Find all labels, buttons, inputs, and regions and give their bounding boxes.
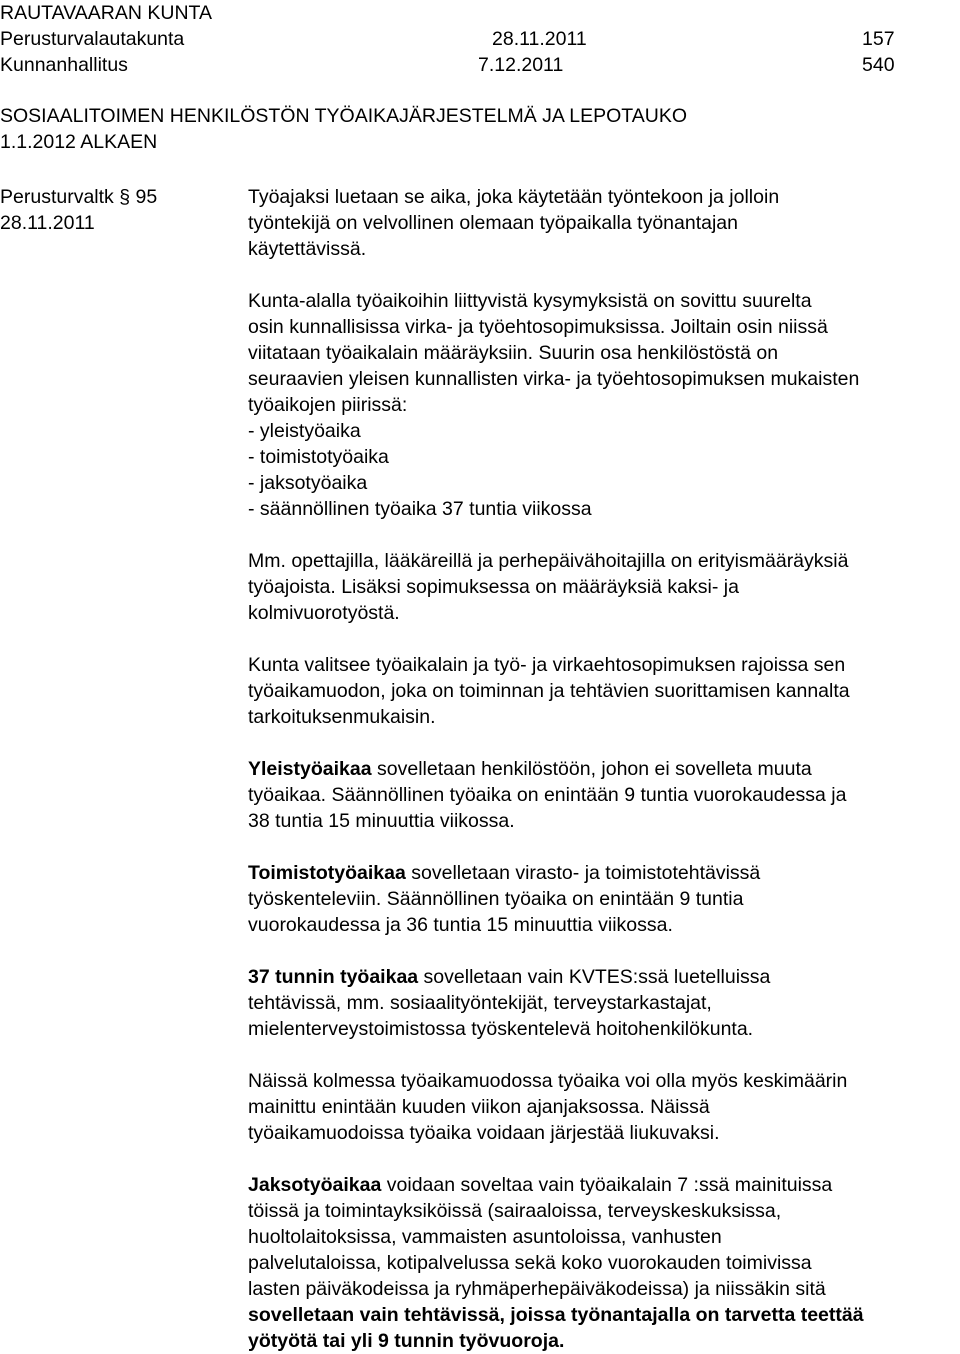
- text-line: työntekijä on velvollinen olemaan työpaikalla työnantajan: [248, 212, 738, 234]
- board-name: Perusturvalautakunta: [0, 28, 185, 50]
- paragraph-general-worktime: [248, 756, 960, 834]
- term-bold: 37 tunnin työaikaa: [248, 966, 419, 988]
- text-line: työaikaa. Säännöllinen työaika on enintään 9 tuntia vuorokaudessa ja: [248, 784, 847, 806]
- section-reference: [0, 184, 230, 236]
- text-line: huoltolaitoksissa, vammaisten asuntoloissa, vanhusten: [248, 1226, 722, 1248]
- term-bold: Yleistyöaikaa: [248, 758, 372, 780]
- text-line: lasten päiväkodeissa ja ryhmäperhepäiväkodeissa) ja niissäkin sitä: [248, 1278, 826, 1300]
- document-title-line1: SOSIAALITOIMEN HENKILÖSTÖN TYÖAIKAJÄRJESTELMÄ JA LEPOTAUKO: [0, 105, 688, 127]
- text-line: Kunta valitsee työaikalain ja työ- ja virkaehtosopimuksen rajoissa sen: [248, 654, 846, 676]
- paragraph-intro: [248, 184, 960, 262]
- organization-name: RAUTAVAARAN KUNTA: [0, 2, 212, 24]
- text-line: Työajaksi luetaan se aika, joka käytetään työntekoon ja jolloin: [248, 186, 780, 208]
- text-line: 38 tuntia 15 minuuttia viikossa.: [248, 810, 515, 832]
- paragraph-averaging: [248, 1068, 960, 1146]
- paragraph-special-rules: [248, 548, 960, 626]
- text-fragment: sovelletaan virasto- ja toimistotehtävissä: [405, 862, 761, 884]
- document-body: [248, 184, 960, 1354]
- text-line: Mm. opettajilla, lääkäreillä ja perhepäivähoitajilla on erityismääräyksiä: [248, 550, 849, 572]
- header-row-council: [0, 52, 900, 78]
- text-line: Kunta-alalla työaikoihin liittyvistä kysymyksistä on sovittu suurelta: [248, 290, 812, 312]
- text-line-bold: sovelletaan vain tehtävissä, joissa työnantajalla on tarvetta teettää: [248, 1304, 864, 1326]
- text-line: mainittu enintään kuuden viikon ajanjaksossa. Näissä: [248, 1096, 710, 1118]
- term-bold: Toimistotyöaikaa: [248, 862, 406, 884]
- document-title-line2: 1.1.2012 ALKAEN: [0, 131, 158, 153]
- text-line: [248, 860, 960, 886]
- meeting-date: 7.12.2011: [478, 54, 564, 76]
- text-line-bold: yötyötä tai yli 9 tunnin työvuoroja.: [248, 1330, 565, 1352]
- paragraph-37h-worktime: [248, 964, 960, 1042]
- meeting-date: 28.11.2011: [492, 28, 587, 50]
- paragraph-period-worktime: [248, 1172, 960, 1354]
- section-ref-date: 28.11.2011: [0, 212, 95, 234]
- text-line: vuorokaudessa ja 36 tuntia 15 minuuttia viikossa.: [248, 914, 673, 936]
- list-item: - säännöllinen työaika 37 tuntia viikossa: [248, 498, 592, 520]
- board-name: Kunnanhallitus: [0, 54, 128, 76]
- text-line: työskenteleviin. Säännöllinen työaika on enintään 9 tuntia: [248, 888, 744, 910]
- text-fragment: voidaan soveltaa vain työaikalain 7 :ssä mainituissa: [381, 1174, 833, 1196]
- text-line: työajoista. Lisäksi sopimuksessa on määräyksiä kaksi- ja: [248, 576, 739, 598]
- text-line: osin kunnallisissa virka- ja työehtosopimuksissa. Joiltain osin niissä: [248, 316, 828, 338]
- text-line: työaikamuodoissa työaika voidaan järjestää liukuvaksi.: [248, 1122, 720, 1144]
- text-line: [248, 756, 960, 782]
- text-line: seuraavien yleisen kunnallisten virka- ja työehtosopimuksen mukaisten: [248, 368, 860, 390]
- header-row-board: [0, 26, 900, 52]
- page-number: 540: [862, 54, 895, 76]
- text-line: käytettävissä.: [248, 238, 367, 260]
- text-line: palvelutaloissa, kotipalvelussa sekä koko vuorokauden toimivissa: [248, 1252, 812, 1274]
- list-item: - jaksotyöaika: [248, 472, 368, 494]
- text-line: työaikamuodon, joka on toiminnan ja tehtävien suorittamisen kannalta: [248, 680, 850, 702]
- text-line: viitataan työaikalain määräyksiin. Suurin osa henkilöstöstä on: [248, 342, 779, 364]
- section-ref-label: Perusturvaltk § 95: [0, 186, 158, 208]
- text-line: mielenterveystoimistossa työskentelevä hoitohenkilökunta.: [248, 1018, 754, 1040]
- text-line: tarkoituksenmukaisin.: [248, 706, 436, 728]
- text-fragment: sovelletaan henkilöstöön, johon ei sovelleta muuta: [371, 758, 812, 780]
- text-line: Näissä kolmessa työaikamuodossa työaika voi olla myös keskimäärin: [248, 1070, 848, 1092]
- text-line: töissä ja toimintayksiköissä (sairaaloissa, terveyskeskuksissa,: [248, 1200, 782, 1222]
- paragraph-municipality-choice: [248, 652, 960, 730]
- text-line: [248, 964, 960, 990]
- term-bold: Jaksotyöaikaa: [248, 1174, 382, 1196]
- text-line: kolmivuorotyöstä.: [248, 602, 400, 624]
- list-item: - yleistyöaika: [248, 420, 361, 442]
- paragraph-agreements: [248, 288, 960, 522]
- text-fragment: sovelletaan vain KVTES:ssä luetelluissa: [418, 966, 771, 988]
- list-item: - toimistotyöaika: [248, 446, 389, 468]
- paragraph-office-worktime: [248, 860, 960, 938]
- text-line: tehtävissä, mm. sosiaalityöntekijät, terveystarkastajat,: [248, 992, 712, 1014]
- page-number: 157: [862, 28, 895, 50]
- text-line: työaikojen piirissä:: [248, 394, 408, 416]
- text-line: [248, 1172, 960, 1198]
